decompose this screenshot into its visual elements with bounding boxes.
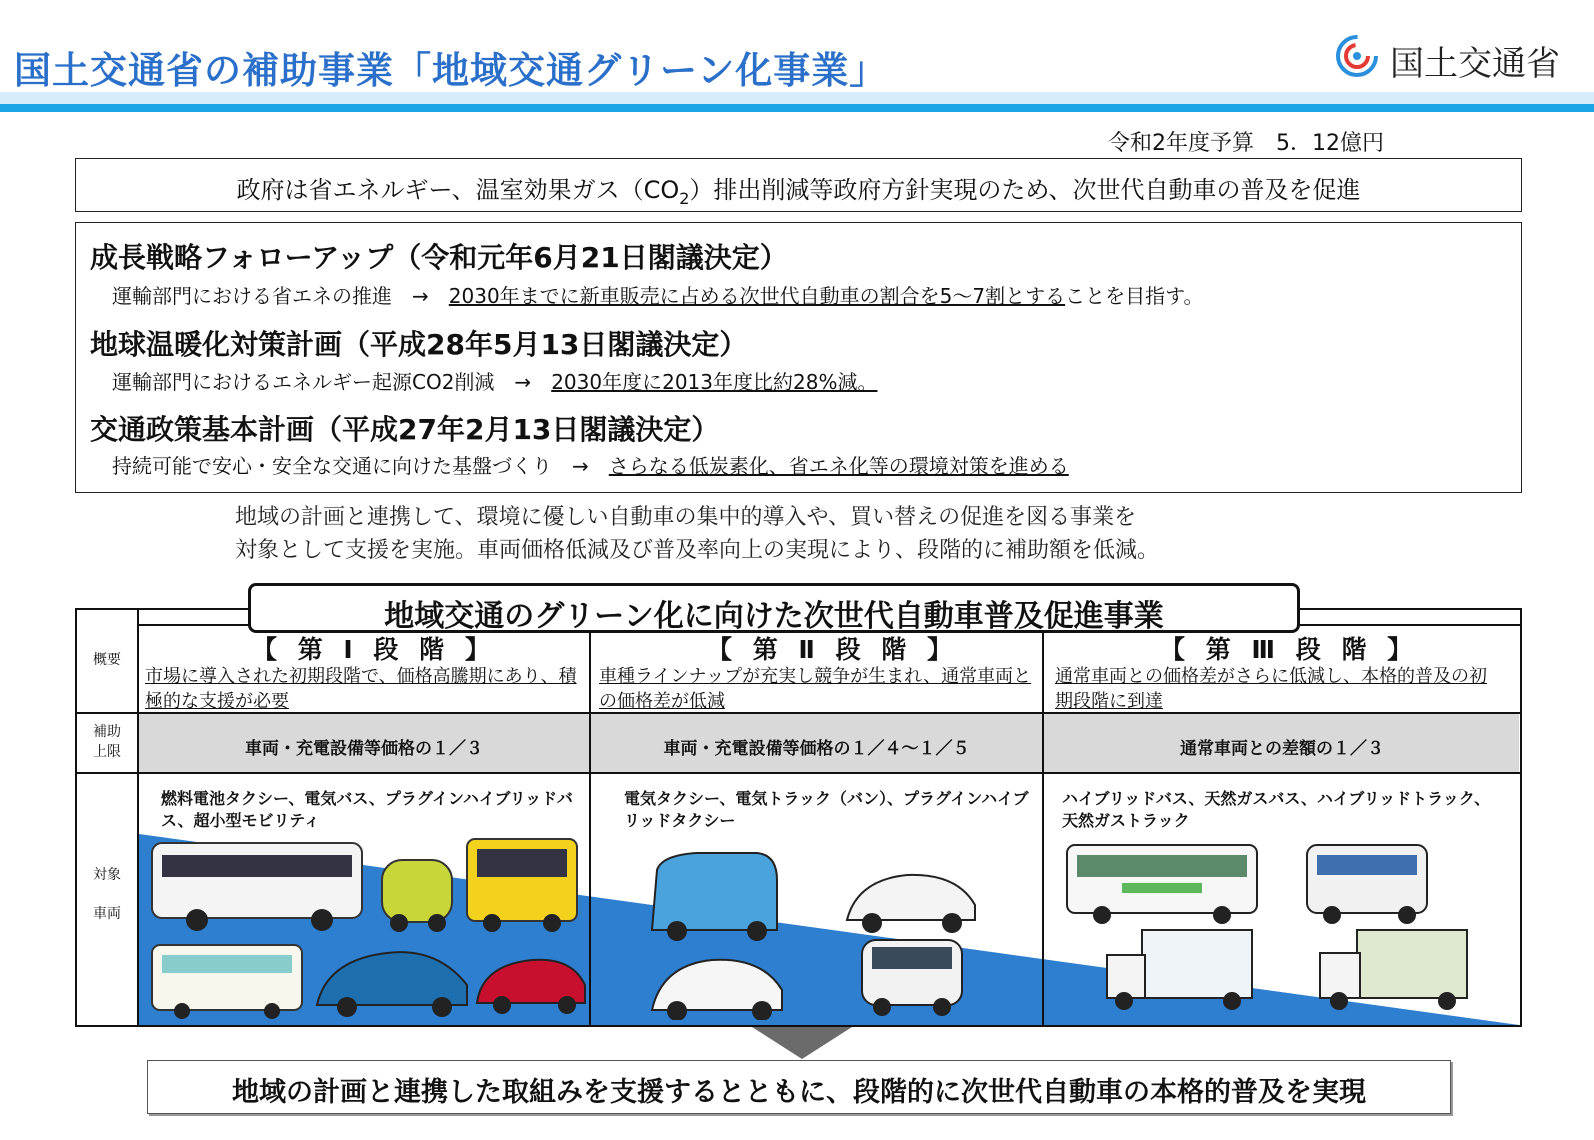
hybrid-bus-icon [1067,845,1257,924]
plan-detail [112,366,877,395]
row-label-subsidy: 上限 [93,744,121,760]
middle-text-line: 対象として支援を実施。車両価格低減及び普及率向上の実現により、段階的に補助額を低減。 [235,538,1160,563]
plan-heading: 地球温暖化対策計画（平成28年5月13日閣議決定） [90,328,748,361]
ministry-logo-text: 国土交通省 [1390,44,1560,84]
subsidy-cap: 車両・充電設備等価格の１／３ [245,739,483,759]
table-divider [137,610,139,1025]
row-label-overview: 概要 [93,652,121,668]
row-label-vehicles: 車両 [93,906,121,922]
policy-text-before: 政府は省エネルギー、温室効果ガス（CO [236,176,680,204]
electric-van-icon [652,853,777,941]
electric-truck-icon [862,940,962,1016]
subsidy-cap: 通常車両との差額の１／３ [1180,739,1384,759]
cng-truck-icon [1320,930,1467,1010]
target-vehicles: 燃料電池タクシー、電気バス、プラグインハイブリッドバス、超小型モビリティ [161,789,573,830]
electric-bus-icon [467,839,577,932]
plan-goal: さらなる低炭素化、省エネ化等の環境対策を進める [608,454,1069,478]
policy-subscript: 2 [679,188,690,208]
plan-sector: 持続可能で安心・安全な交通に向けた基盤づくり → [112,454,609,478]
plan-goal-suffix: ことを目指す。 [1065,284,1204,308]
table-divider [589,624,591,1025]
target-vehicles: ハイブリッドバス、天然ガスバス、ハイブリッドトラック、天然ガストラック [1062,789,1491,830]
electric-car-icon [847,875,975,933]
micro-mobility-icon [382,860,452,932]
table-title: 地域交通のグリーン化に向けた次世代自動車普及促進事業 [384,599,1164,634]
policy-statement [75,170,1522,208]
plan-goal: 2030年までに新車販売に占める次世代自動車の割合を5～7割とする [448,284,1066,308]
row-label-vehicles: 対象 [93,867,121,883]
plan-goal: 2030年度に2013年度比約28%減。 [551,370,878,394]
stage3-vehicle-photos [1052,835,1512,1020]
stage-name: 【 第 Ⅲ 段 階 】 [1160,635,1419,664]
plan-heading: 成長戦略フォローアップ（令和元年6月21日閣議決定） [90,241,788,274]
page-title: 国土交通省の補助事業「地域交通グリーン化事業」 [14,49,888,92]
fuel-cell-car-icon [317,952,467,1017]
ministry-emblem-icon [1338,37,1376,75]
target-vehicles: 電気タクシー、電気トラック（バン）、プラグインハイブリッドタクシー [624,789,1029,830]
stage-description: 車種ラインナップが充実し競争が生まれ、通常車両との価格差が低減 [599,666,1032,712]
conclusion-text: 地域の計画と連携した取組みを支援するとともに、段階的に次世代自動車の本格的普及を実現 [232,1077,1366,1108]
plan-sector: 運輸部門における省エネの推進 → [112,284,449,308]
plan-detail [112,280,1204,309]
stage-description: 通常車両との価格差がさらに低減し、本格的普及の初期段階に到達 [1055,666,1487,712]
header-band [0,92,1594,112]
stage-name: 【 第 Ⅰ 段 階 】 [252,635,496,664]
cng-bus-icon [1307,845,1427,924]
plug-in-hybrid-taxi-icon [652,960,782,1020]
stage1-vehicle-photos [147,835,587,1020]
row-label-subsidy: 補助 [93,724,121,740]
plan-heading: 交通政策基本計画（平成27年2月13日閣議決定） [90,413,720,446]
bus-icon [152,843,362,931]
middle-text-line: 地域の計画と連携して、環境に優しい自動車の集中的導入や、買い替えの促進を図る事業を [235,505,1137,530]
budget-label: 令和2年度予算 5．12億円 [1108,131,1384,156]
fuel-cell-car-icon [477,960,585,1014]
subsidy-cap: 車両・充電設備等価格の１／４～１／５ [663,739,970,759]
stage-name: 【 第 Ⅱ 段 階 】 [707,635,958,664]
plan-detail [112,450,1069,479]
policy-text-after: ）排出削減等政府方針実現のため、次世代自動車の普及を促進 [689,176,1361,204]
stage2-vehicle-photos [597,835,1037,1020]
table-divider [1042,624,1044,1025]
table-divider [77,772,1520,774]
hybrid-bus-icon [152,945,302,1019]
plan-sector: 運輸部門におけるエネルギー起源CO2削減 → [112,370,552,394]
hybrid-truck-icon [1107,930,1252,1010]
down-arrow-icon [752,1027,852,1059]
stage-description: 市場に導入された初期段階で、価格高騰期にあり、積極的な支援が必要 [145,666,577,712]
stages-table [75,608,1522,1027]
